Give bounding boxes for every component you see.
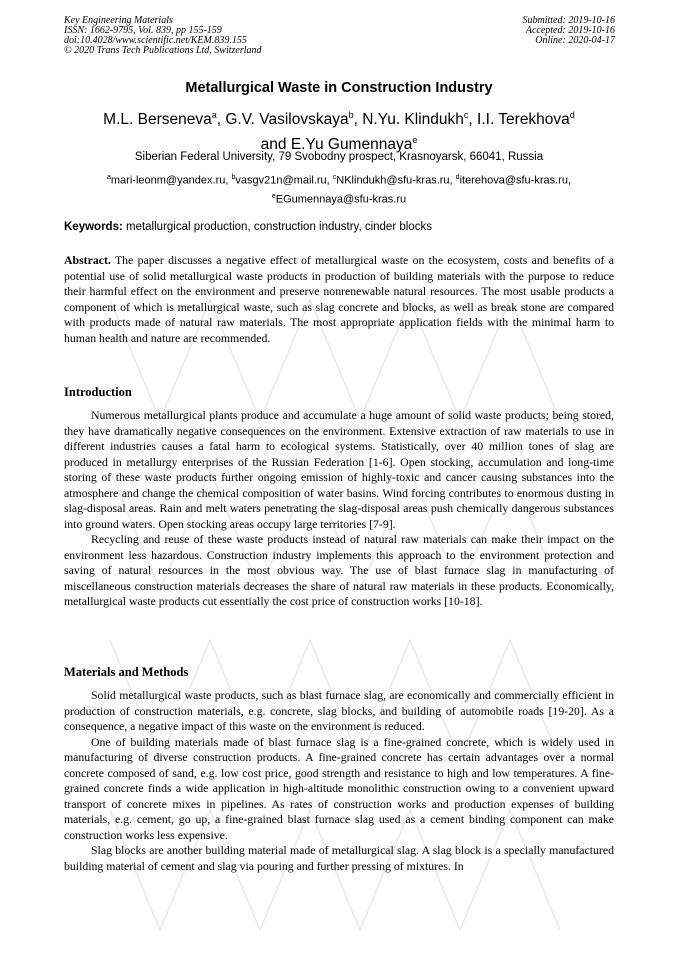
separator: , [353, 111, 363, 129]
author-name: M.L. Berseneva [103, 111, 212, 129]
affiliation-marker: b [348, 110, 354, 120]
separator: , [216, 111, 226, 129]
email-link[interactable]: iterehova@sfu-kras.ru, [459, 174, 571, 187]
author-emails [70, 170, 608, 207]
paragraph: Recycling and reuse of these waste products instead of natural raw materials can make their impact on the environment less hazardous. Construction industry implements this approach to the environment protection and saving of natural resources in the most obvious way. The use of blast furnace slag in manufacturing of miscellaneous construction materials decreases the share of natural raw materials in these products. Economically, metallurgical waste products cut essentially the cost price of construction works [10-18]. [64, 532, 614, 608]
email-marker: c [332, 174, 337, 181]
author-name: I.I. Terekhova [477, 111, 570, 129]
email-link[interactable]: NKlindukh@sfu-kras.ru, [336, 174, 456, 187]
keywords-text: metallurgical production, construction industry, cinder blocks [122, 221, 432, 233]
email-link[interactable]: vasgv21n@mail.ru, [235, 174, 333, 187]
materials-methods-section [64, 688, 614, 874]
affiliation-marker: d [569, 110, 575, 120]
abstract-label: Abstract. [64, 253, 111, 267]
email-link[interactable]: mari-leonm@yandex.ru, [110, 174, 232, 187]
email-marker: e [271, 192, 276, 200]
introduction-section [64, 408, 614, 610]
author-name: N.Yu. Klindukh [362, 111, 464, 129]
affiliation-marker: a [211, 110, 217, 120]
keywords [64, 221, 614, 233]
journal-info [64, 16, 262, 56]
keywords-label: Keywords: [64, 221, 123, 233]
email-marker: a [106, 174, 111, 181]
affiliation-marker: c [463, 110, 469, 120]
paragraph: Slag blocks are another building material made of metallurgical slag. A slag block is a specially manufactured building material of cement and slag via pouring and further pressing of mixtures. In [64, 843, 614, 873]
author-name: G.V. Vasilovskaya [225, 111, 349, 129]
author-list [90, 105, 588, 155]
copyright-line: © 2020 Trans Tech Publications Ltd, Switzerland [64, 45, 262, 56]
accepted-date: Accepted: 2019-10-16 [525, 25, 615, 36]
section-heading-materials-methods: Materials and Methods [64, 665, 189, 679]
author-name: E.Yu Gumennaya [290, 136, 413, 154]
doi-line: doi:10.4028/www.scientific.net/KEM.839.155 [64, 35, 247, 46]
separator: , [468, 111, 478, 129]
and-text: and [260, 136, 291, 154]
email-marker: d [455, 174, 460, 181]
paragraph: Numerous metallurgical plants produce and accumulate a huge amount of solid waste products; being stored, they have dramatically negative consequences on the environment. Extensive extraction of raw materials to use in different industries causes a fatal harm to ecological systems. Statistically, over 40 million tones of slag are produced in metallurgy enterprises of the Russian Federation [1-6]. Open stocking, accumulation and long-time storing of these waste products further ongoing emission of highly-toxic and cancer causing substances into the atmosphere and change the chemical composition of water basins. Wind forcing contributes to enormous dusting in slag-disposal areas. Rain and melt waters penetrating the slag-disposal areas push chemically dangerous substances into ground waters. Open stocking areas occupy large territories [7-9]. [64, 408, 614, 531]
email-link[interactable]: EGumennaya@sfu-kras.ru [275, 193, 407, 206]
paragraph: One of building materials made of blast furnace slag is a fine-grained concrete, which is widely used in manufacturing of diverse construction products. A fine-grained concrete has certain advantages over a normal concrete composed of sand, e.g. low cost price, good strength and resistance to high and low temperatures. A fine-grained concrete finds a wide application in high-altitude monolithic construction owing to a convenient upward transport of concrete mixes in pipelines. As rates of construction works and production expenses of building materials, e.g. cement, go up, a fine-grained blast furnace slag used as a cement binding component can make construction works less expensive. [64, 734, 614, 842]
affiliation: Siberian Federal University, 79 Svobodny prospect, Krasnoyarsk, 66041, Russia [134, 151, 544, 163]
journal-name: Key Engineering Materials [64, 15, 173, 26]
affiliation-marker: e [412, 135, 418, 146]
paragraph: Solid metallurgical waste products, such as blast furnace slag, are economically and commercially efficient in production of construction materials, e.g. concrete, slag blocks, and building of automobile roads [19-20]. As a consequence, a negative impact of this waste on the environment is reduced. [64, 688, 614, 733]
online-date: Online: 2020-04-17 [535, 35, 615, 46]
paper-title: Metallurgical Waste in Construction Industry [185, 80, 493, 96]
section-heading-introduction: Introduction [64, 385, 132, 399]
abstract-text: The paper discusses a negative effect of metallurgical waste on the ecosystem, costs and benefits of a potential use of solid metallurgical waste products in production of building materials with the purpose to reduce their harmful effect on the environment and preserve nonrenewable natural resources. The most usable products a component of which is metallurgical waste, such as slag concrete and blocks, as well as break stone are compared with products made of natural raw materials. The most appropriate application fields with the minimal harm to human health and nature are recommended. [64, 253, 614, 345]
submitted-date: Submitted: 2019-10-16 [522, 15, 615, 26]
email-marker: b [231, 174, 236, 181]
publication-dates [523, 16, 616, 46]
issn-line: ISSN: 1662-9795, Vol. 839, pp 155-159 [64, 25, 222, 36]
abstract [64, 253, 614, 346]
